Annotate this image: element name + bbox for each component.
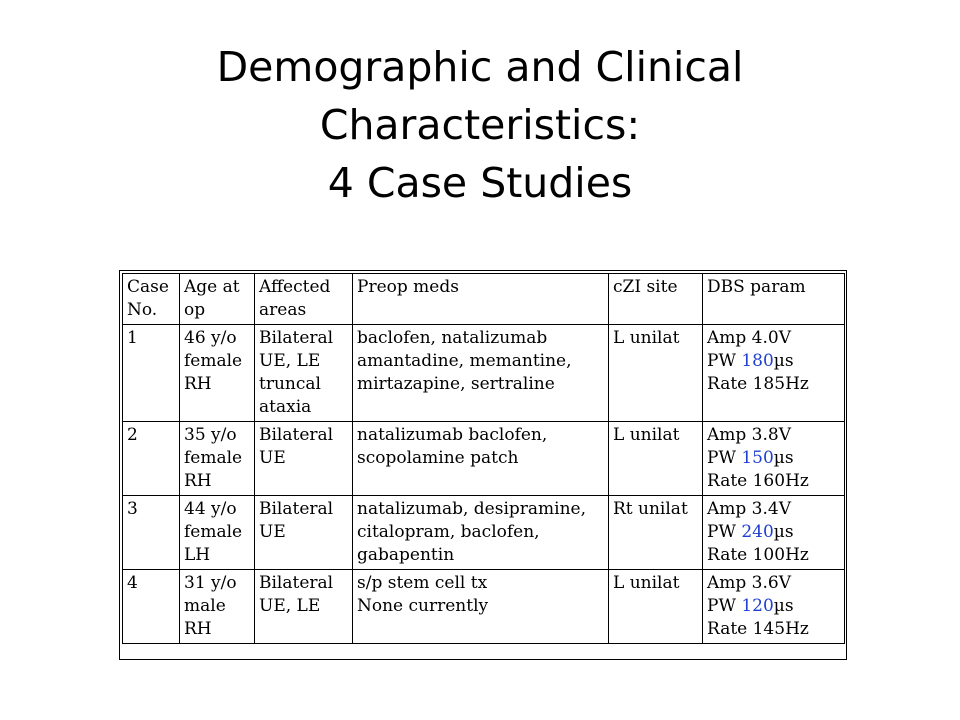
areas-line: ataxia (259, 397, 312, 417)
areas-line: UE (259, 448, 286, 468)
table-row (123, 422, 845, 496)
cell-age (180, 570, 255, 644)
dbs-pw (707, 447, 844, 470)
dbs-amp: Amp 3.8V (707, 425, 791, 445)
dbs-pw-unit: µs (773, 448, 794, 468)
cell-case (123, 496, 180, 570)
dbs-pw-value: 180 (741, 351, 774, 371)
dbs-pw-unit: µs (773, 522, 794, 542)
table-header-row (123, 274, 845, 325)
dbs-rate: Rate 185Hz (707, 374, 809, 394)
cell-site (609, 496, 703, 570)
header-meds (353, 274, 609, 325)
dbs-pw (707, 595, 844, 618)
header-site-label: cZI site (613, 277, 678, 297)
areas-line: Bilateral (259, 425, 334, 445)
cell-dbs (703, 496, 845, 570)
cell-meds (353, 422, 609, 496)
age-line: 44 y/o (184, 499, 237, 519)
dbs-pw (707, 521, 844, 544)
site-value: L unilat (613, 425, 680, 445)
areas-line: truncal (259, 374, 321, 394)
meds-line: s/p stem cell tx (357, 573, 488, 593)
table-row (123, 325, 845, 422)
age-line: 46 y/o (184, 328, 237, 348)
cell-areas (255, 422, 353, 496)
cell-age (180, 422, 255, 496)
dbs-pw (707, 350, 844, 373)
header-age (180, 274, 255, 325)
dbs-pw-value: 120 (741, 596, 774, 616)
age-line: female (184, 351, 243, 371)
dbs-rate: Rate 160Hz (707, 471, 809, 491)
cell-age (180, 325, 255, 422)
title-line-1: Demographic and Clinical (216, 43, 744, 91)
cell-meds (353, 570, 609, 644)
cell-case (123, 422, 180, 496)
header-dbs (703, 274, 845, 325)
header-case (123, 274, 180, 325)
slide-title (0, 38, 960, 212)
dbs-pw-prefix: PW (707, 596, 742, 616)
age-line: RH (184, 471, 212, 491)
header-dbs-label: DBS param (707, 277, 806, 297)
cell-site (609, 422, 703, 496)
areas-line: Bilateral (259, 328, 334, 348)
age-line: RH (184, 374, 212, 394)
cell-site (609, 570, 703, 644)
title-line-2: Characteristics: (319, 101, 641, 149)
cell-areas (255, 325, 353, 422)
header-site (609, 274, 703, 325)
dbs-pw-value: 150 (741, 448, 774, 468)
header-areas-line: areas (259, 300, 307, 320)
dbs-pw-prefix: PW (707, 448, 742, 468)
cell-dbs (703, 570, 845, 644)
dbs-amp: Amp 3.4V (707, 499, 791, 519)
header-areas (255, 274, 353, 325)
dbs-pw-prefix: PW (707, 351, 742, 371)
cell-areas (255, 570, 353, 644)
dbs-pw-value: 240 (741, 522, 774, 542)
table-row (123, 570, 845, 644)
header-meds-label: Preop meds (357, 277, 459, 297)
areas-line: Bilateral (259, 573, 334, 593)
areas-line: Bilateral (259, 499, 334, 519)
cell-meds (353, 496, 609, 570)
meds-line: citalopram, baclofen, (357, 522, 540, 542)
cell-meds (353, 325, 609, 422)
header-case-line: Case (127, 277, 169, 297)
age-line: LH (184, 545, 211, 565)
cell-dbs (703, 325, 845, 422)
areas-line: UE (259, 522, 286, 542)
case-number: 4 (127, 573, 138, 593)
dbs-rate: Rate 100Hz (707, 545, 809, 565)
site-value: Rt unilat (613, 499, 688, 519)
age-line: female (184, 448, 243, 468)
age-line: 31 y/o (184, 573, 237, 593)
table-row (123, 496, 845, 570)
meds-line: gabapentin (357, 545, 455, 565)
cell-site (609, 325, 703, 422)
cell-dbs (703, 422, 845, 496)
dbs-amp: Amp 4.0V (707, 328, 791, 348)
dbs-pw-prefix: PW (707, 522, 742, 542)
dbs-pw-unit: µs (773, 351, 794, 371)
meds-line: mirtazapine, sertraline (357, 374, 555, 394)
table-frame (119, 270, 847, 660)
dbs-amp: Amp 3.6V (707, 573, 791, 593)
cell-case (123, 325, 180, 422)
meds-line: natalizumab, desipramine, (357, 499, 586, 519)
meds-line: scopolamine patch (357, 448, 519, 468)
dbs-rate: Rate 145Hz (707, 619, 809, 639)
age-line: male (184, 596, 226, 616)
site-value: L unilat (613, 573, 680, 593)
meds-line: natalizumab baclofen, (357, 425, 548, 445)
site-value: L unilat (613, 328, 680, 348)
areas-line: UE, LE (259, 351, 321, 371)
case-studies-table (122, 273, 845, 644)
age-line: RH (184, 619, 212, 639)
age-line: 35 y/o (184, 425, 237, 445)
case-number: 2 (127, 425, 138, 445)
cell-age (180, 496, 255, 570)
age-line: female (184, 522, 243, 542)
meds-line: amantadine, memantine, (357, 351, 572, 371)
header-areas-line: Affected (259, 277, 331, 297)
case-number: 3 (127, 499, 138, 519)
header-case-line: No. (127, 300, 158, 320)
meds-line: baclofen, natalizumab (357, 328, 548, 348)
case-number: 1 (127, 328, 138, 348)
header-age-line: Age at (184, 277, 240, 297)
areas-line: UE, LE (259, 596, 321, 616)
cell-areas (255, 496, 353, 570)
dbs-pw-unit: µs (773, 596, 794, 616)
title-line-3: 4 Case Studies (327, 159, 633, 207)
header-age-line: op (184, 300, 206, 320)
meds-line: None currently (357, 596, 489, 616)
cell-case (123, 570, 180, 644)
